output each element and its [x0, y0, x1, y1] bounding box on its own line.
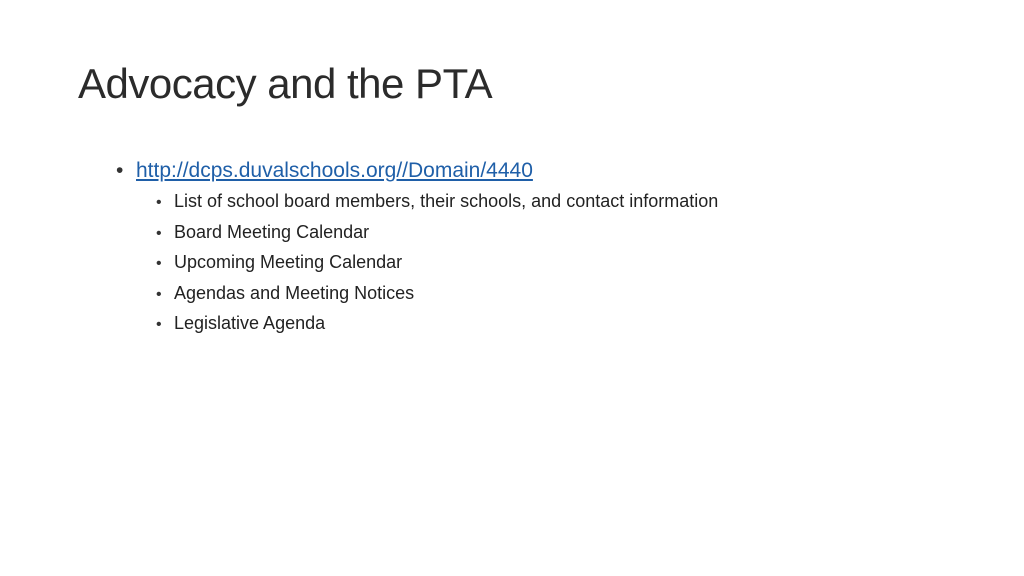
list-item-text: Agendas and Meeting Notices — [174, 282, 415, 303]
bullet-icon: • — [156, 316, 162, 333]
sub-bullet-list — [156, 187, 996, 340]
list-item-text: Upcoming Meeting Calendar — [174, 252, 403, 272]
slide-content — [116, 155, 996, 340]
list-item — [156, 218, 996, 249]
main-bullet-item — [116, 155, 996, 187]
slide-title: Advocacy and the PTA — [78, 60, 493, 107]
list-item-text: Legislative Agenda — [174, 313, 326, 333]
list-item — [156, 309, 996, 340]
list-item — [156, 187, 996, 218]
bullet-icon: • — [156, 285, 162, 303]
list-item — [156, 248, 996, 279]
list-item — [156, 279, 996, 310]
bullet-icon: • — [156, 224, 162, 242]
list-item-text: Board Meeting Calendar — [174, 221, 370, 242]
domain-link[interactable]: http://dcps.duvalschools.org//Domain/4440 — [136, 159, 533, 182]
bullet-icon: • — [156, 255, 162, 272]
bullet-icon: • — [156, 194, 162, 211]
list-item-text: List of school board members, their schools, and contact information — [174, 191, 719, 211]
bullet-icon: • — [116, 159, 124, 182]
